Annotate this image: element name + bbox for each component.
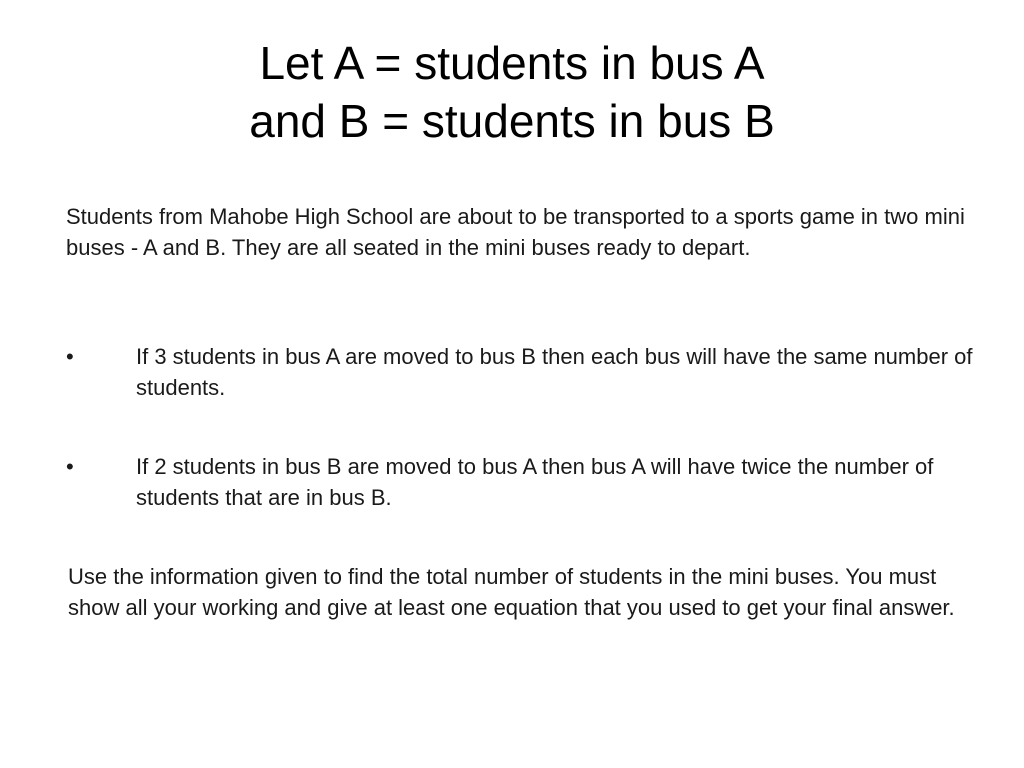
bullet-text-2: If 2 students in bus B are moved to bus A then bus A will have twice the number of students that are in bus B. [136, 454, 934, 510]
problem-intro: Students from Mahobe High School are about to be transported to a sports game in two mini buses - A and B. They are all seated in the mini buses ready to depart. [66, 204, 965, 260]
problem-instructions: Use the information given to find the total number of students in the mini buses. You must show all your working and give at least one equation that you used to get your final answer. [68, 564, 955, 620]
bullet-text-1: If 3 students in bus A are moved to bus B then each bus will have the same number of students. [136, 344, 973, 400]
bullet-marker-2: • [66, 454, 74, 479]
slide-title [0, 34, 1024, 150]
title-line-1: Let A = students in bus A [259, 37, 765, 89]
title-line-2: and B = students in bus B [249, 95, 775, 147]
bullet-marker-1: • [66, 344, 74, 369]
